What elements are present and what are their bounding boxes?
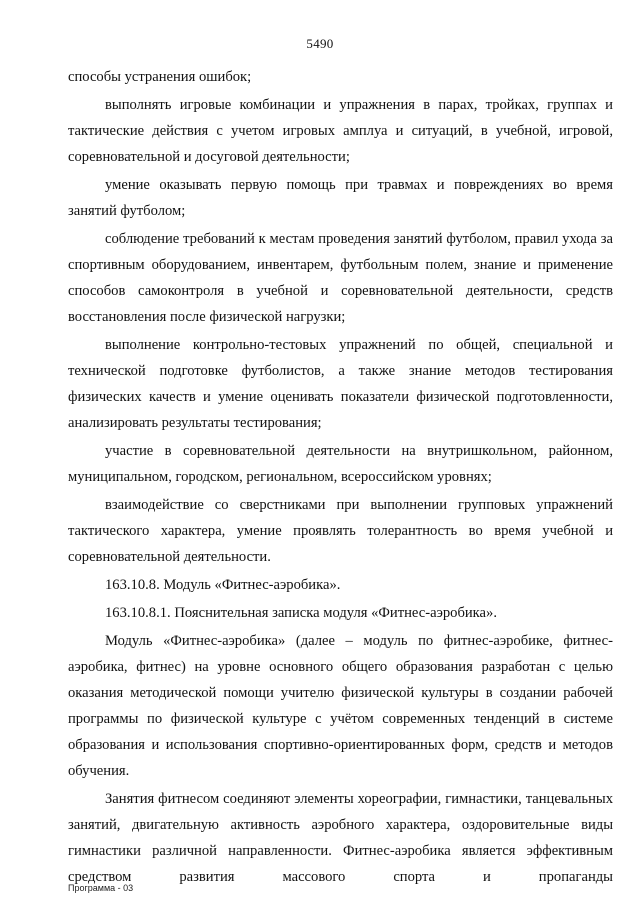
document-body	[68, 64, 613, 890]
section-heading-explanatory-note: 163.10.8.1. Пояснительная записка модуля «Фитнес-аэробика».	[105, 605, 497, 621]
paragraph-control-tests: выполнение контрольно-тестовых упражнений по общей, специальной и технической подготовке футболистов, а также знание методов тестирования физических качеств и умение оценивать показатели физической подготовленности, анализировать результаты тестирования;	[68, 337, 613, 431]
paragraph-game-combinations: выполнять игровые комбинации и упражнения в парах, тройках, группах и тактические действия с учетом игровых амплуа и ситуаций, в учебной, игровой, соревновательной и досуговой деятельности;	[68, 97, 613, 165]
paragraph-competition-participation: участие в соревновательной деятельности на внутришкольном, районном, муниципальном, городском, региональном, всероссийском уровнях;	[68, 443, 613, 485]
page-number: 5490	[306, 36, 334, 51]
footer-label: Программа - 03	[68, 883, 134, 893]
paragraph-safety-requirements: соблюдение требований к местам проведения занятий футболом, правил ухода за спортивным оборудованием, инвентарем, футбольным полем, знание и применение способов самоконтроля в учебной и соревновательной деятельности, средств восстановления после физической нагрузки;	[68, 231, 613, 325]
paragraph-error-correction: способы устранения ошибок;	[68, 69, 252, 85]
paragraph-module-description: Модуль «Фитнес-аэробика» (далее – модуль по фитнес-аэробике, фитнес-аэробика, фитнес) на уровне основного общего образования разработан с целью оказания методической помощи учителю физической культуры в создании рабочей программы по физической культуре с учётом современных тенденций в системе образования и использования спортивно-ориентированных форм, средств и методов обучения.	[68, 633, 613, 779]
paragraph-fitness-classes: Занятия фитнесом соединяют элементы хореографии, гимнастики, танцевальных занятий, двигательную активность аэробного характера, оздоровительные виды гимнастики различной направленности. Фитнес-аэробика является эффективным средством развития массового спорта и пропаганды	[68, 791, 613, 885]
paragraph-first-aid: умение оказывать первую помощь при травмах и повреждениях во время занятий футболом;	[68, 177, 613, 219]
paragraph-peer-interaction: взаимодействие со сверстниками при выполнении групповых упражнений тактического характера, умение проявлять толерантность во время учебной и соревновательной деятельности.	[68, 497, 613, 565]
section-heading-fitness-module: 163.10.8. Модуль «Фитнес-аэробика».	[105, 577, 341, 593]
